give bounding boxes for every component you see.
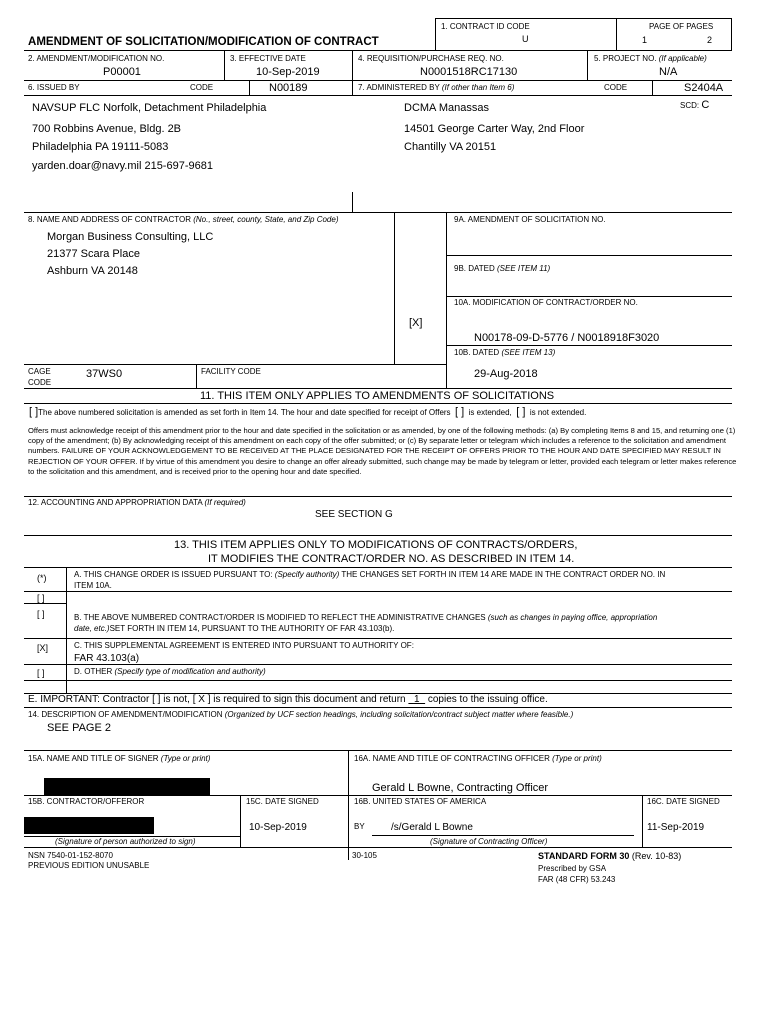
administered-by-line: DCMA Manassas: [404, 102, 489, 114]
item-13b-mark[interactable]: [ ]: [37, 609, 45, 619]
item-11-checkbox-not-extended[interactable]: [ ]: [516, 406, 526, 418]
contract-id-value: U: [522, 34, 529, 44]
far-reference: FAR (48 CFR) 53.243: [538, 875, 616, 884]
issued-by-line: Philadelphia PA 19111-5083: [32, 141, 169, 153]
administered-code-label: CODE: [604, 83, 628, 92]
item-11-title: 11. THIS ITEM ONLY APPLIES TO AMENDMENTS OF SOLICITATIONS: [200, 390, 555, 402]
item-13c-mark[interactable]: [X]: [37, 643, 49, 653]
signature-caption-officer: (Signature of Contracting Officer): [430, 837, 548, 846]
total-pages: 2: [707, 35, 713, 45]
item-13a-text-cont: ITEM 10A.: [74, 581, 112, 590]
contractor-street: 21377 Scara Place: [47, 248, 140, 260]
contractor-city: Ashburn VA 20148: [47, 265, 138, 277]
important-statement: E. IMPORTANT: Contractor [ ] is not, [ X ] is required to sign this document and return 1 copies to the issuing office.: [28, 694, 548, 705]
effective-date-label: 3. EFFECTIVE DATE: [230, 54, 306, 63]
redacted-contractor-signature: [24, 817, 154, 834]
form-title: AMENDMENT OF SOLICITATION/MODIFICATION OF CONTRACT: [28, 34, 379, 48]
administered-code-value: S2404A: [684, 82, 724, 94]
amendment-solicitation-label: 9A. AMENDMENT OF SOLICITATION NO.: [454, 215, 606, 224]
previous-edition-note: PREVIOUS EDITION UNUSABLE: [28, 861, 150, 870]
page-of-pages-label: PAGE OF PAGES: [649, 22, 714, 31]
signer-name-label: 15A. NAME AND TITLE OF SIGNER (Type or print): [28, 754, 211, 763]
issued-by-email-phone: yarden.doar@navy.mil 215-697-9681: [32, 160, 213, 172]
contracting-officer-name: Gerald L Bowne, Contracting Officer: [372, 782, 549, 794]
contractor-offeror-label: 15B. CONTRACTOR/OFFEROR: [28, 797, 145, 806]
scd-field: SCD: C: [680, 99, 710, 111]
item-10b-label: 10B. DATED (SEE ITEM 13): [454, 348, 556, 357]
item-10b-value: 29-Aug-2018: [474, 368, 538, 380]
issued-by-label: 6. ISSUED BY: [28, 83, 80, 92]
item-13-blank-mark[interactable]: [ ]: [37, 593, 45, 603]
item-13-title-line2: IT MODIFIES THE CONTRACT/ORDER NO. AS DESCRIBED IN ITEM 14.: [208, 553, 575, 565]
administered-by-label: 7. ADMINISTERED BY (If other than Item 6): [358, 83, 515, 92]
item-13a-mark[interactable]: (*): [37, 573, 47, 583]
date-signed-15c-value: 10-Sep-2019: [249, 822, 307, 833]
item-11-instructions: Offers must acknowledge receipt of this amendment prior to the hour and date specified in the solicitation or as amended, by one of the following methods: (a) By completing Items 8 and 15, and returning one (1) copy of the amendment; (b) By acknowledging receipt of this amendment on each copy of the offer submitted; or (c) By separate letter or telegram which includes a reference to the solicitation and amendment numbers. FAILURE OF YOUR ACKNOWLEDGEMENT TO BE RECEIVED AT THE PLACE DESIGNATED FOR THE RECEIPT OF OFFERS PRIOR TO THE HOUR AND DATE SPECIFIED MAY RESULT IN REJECTION OF YOUR OFFER. If by virtue of this amendment you desire to change an offer already submitted, such change may be made by telegram or letter, provided each telegram or letter makes reference to the solicitation and this amendment, and is received prior to the opening hour and date specified.: [28, 426, 737, 476]
amendment-no-value: P00001: [103, 66, 141, 78]
modification-contract-value: N00178-09-D-5776 / N0018918F3020: [474, 332, 660, 344]
important-checkbox-required[interactable]: [ X ]: [192, 694, 211, 705]
item-11-statement: [ ]The above numbered solicitation is amended as set forth in Item 14. The hour and date specified for receipt of Offers [ ] is extended, [ ] is not extended.: [29, 406, 587, 418]
accounting-label: 12. ACCOUNTING AND APPROPRIATION DATA (If required): [28, 498, 246, 507]
item-9b-label: 9B. DATED (SEE ITEM 11): [454, 264, 551, 273]
contractor-name: Morgan Business Consulting, LLC: [47, 231, 214, 243]
item-13-title-line1: 13. THIS ITEM APPLIES ONLY TO MODIFICATIONS OF CONTRACTS/ORDERS,: [174, 539, 578, 551]
item-11-checkbox-extended[interactable]: [ ]: [455, 406, 465, 418]
standard-form-number: STANDARD FORM 30 (Rev. 10-83): [538, 851, 682, 861]
issued-by-line: NAVSUP FLC Norfolk, Detachment Philadelphia: [32, 102, 267, 114]
prescribed-by: Prescribed by GSA: [538, 864, 607, 873]
effective-date-value: 10-Sep-2019: [256, 66, 320, 78]
by-label: BY: [354, 822, 365, 831]
amendment-no-label: 2. AMENDMENT/MODIFICATION NO.: [28, 54, 165, 63]
item-13c-text: C. THIS SUPPLEMENTAL AGREEMENT IS ENTERED INTO PURSUANT TO AUTHORITY OF:: [74, 641, 414, 650]
requisition-label: 4. REQUISITION/PURCHASE REQ. NO.: [358, 54, 504, 63]
cage-label: CAGE: [28, 367, 51, 376]
united-states-label: 16B. UNITED STATES OF AMERICA: [354, 797, 487, 806]
item-13a-text: A. THIS CHANGE ORDER IS ISSUED PURSUANT TO: (Specify authority) THE CHANGES SET FORTH IN ITEM 14 ARE MADE IN THE CONTRACT ORDER NO. IN: [74, 570, 666, 579]
item-10-checkbox[interactable]: [X]: [409, 317, 423, 329]
project-no-value: N/A: [659, 66, 678, 78]
item-11-checkbox-amended[interactable]: [ ]: [29, 406, 39, 418]
cage-label-code: CODE: [28, 378, 52, 387]
date-signed-15c-label: 15C. DATE SIGNED: [246, 797, 319, 806]
signature-caption-contractor: (Signature of person authorized to sign): [55, 837, 196, 846]
contracting-officer-signature: /s/Gerald L Bowne: [391, 822, 473, 833]
item-14-value: SEE PAGE 2: [47, 722, 111, 734]
important-checkbox-is-not[interactable]: [ ]: [152, 694, 161, 705]
item-13c-authority: FAR 43.103(a): [74, 653, 140, 664]
form-code: 30-105: [352, 851, 377, 860]
issued-code-label: CODE: [190, 83, 214, 92]
date-signed-16c-value: 11-Sep-2019: [647, 822, 705, 833]
project-no-label: 5. PROJECT NO. (If applicable): [594, 54, 707, 63]
issued-by-line: 700 Robbins Avenue, Bldg. 2B: [32, 123, 182, 135]
page-number: 1: [642, 35, 648, 45]
contract-id-label: 1. CONTRACT ID CODE: [441, 22, 530, 31]
cage-value: 37WS0: [86, 368, 123, 380]
accounting-value: SEE SECTION G: [315, 509, 393, 520]
date-signed-16c-label: 16C. DATE SIGNED: [647, 797, 720, 806]
redacted-signer-name: [44, 778, 210, 796]
modification-contract-label: 10A. MODIFICATION OF CONTRACT/ORDER NO.: [454, 298, 638, 307]
item-13d-mark[interactable]: [ ]: [37, 668, 45, 678]
administered-by-line: Chantilly VA 20151: [404, 141, 497, 153]
contractor-label: 8. NAME AND ADDRESS OF CONTRACTOR (No., street, county, State, and Zip Code): [28, 215, 339, 224]
administered-by-line: 14501 George Carter Way, 2nd Floor: [404, 123, 585, 135]
issued-code-value: N00189: [269, 82, 308, 94]
item-13b-text-cont: date, etc.)SET FORTH IN ITEM 14, PURSUANT TO THE AUTHORITY OF FAR 43.103(b).: [74, 624, 395, 633]
item-13d-text: D. OTHER (Specify type of modification and authority): [74, 667, 266, 676]
contracting-officer-label: 16A. NAME AND TITLE OF CONTRACTING OFFICER (Type or print): [354, 754, 602, 763]
requisition-value: N0001518RC17130: [420, 66, 518, 78]
nsn-number: NSN 7540-01-152-8070: [28, 851, 113, 860]
facility-code-label: FACILITY CODE: [201, 367, 261, 376]
item-13b-text: B. THE ABOVE NUMBERED CONTRACT/ORDER IS MODIFIED TO REFLECT THE ADMINISTRATIVE CHANGES (such as changes in paying office, appropriation: [74, 613, 658, 622]
item-14-label: 14. DESCRIPTION OF AMENDMENT/MODIFICATION (Organized by UCF section headings, including solicitation/contract subject matter where feasible.): [28, 710, 574, 719]
